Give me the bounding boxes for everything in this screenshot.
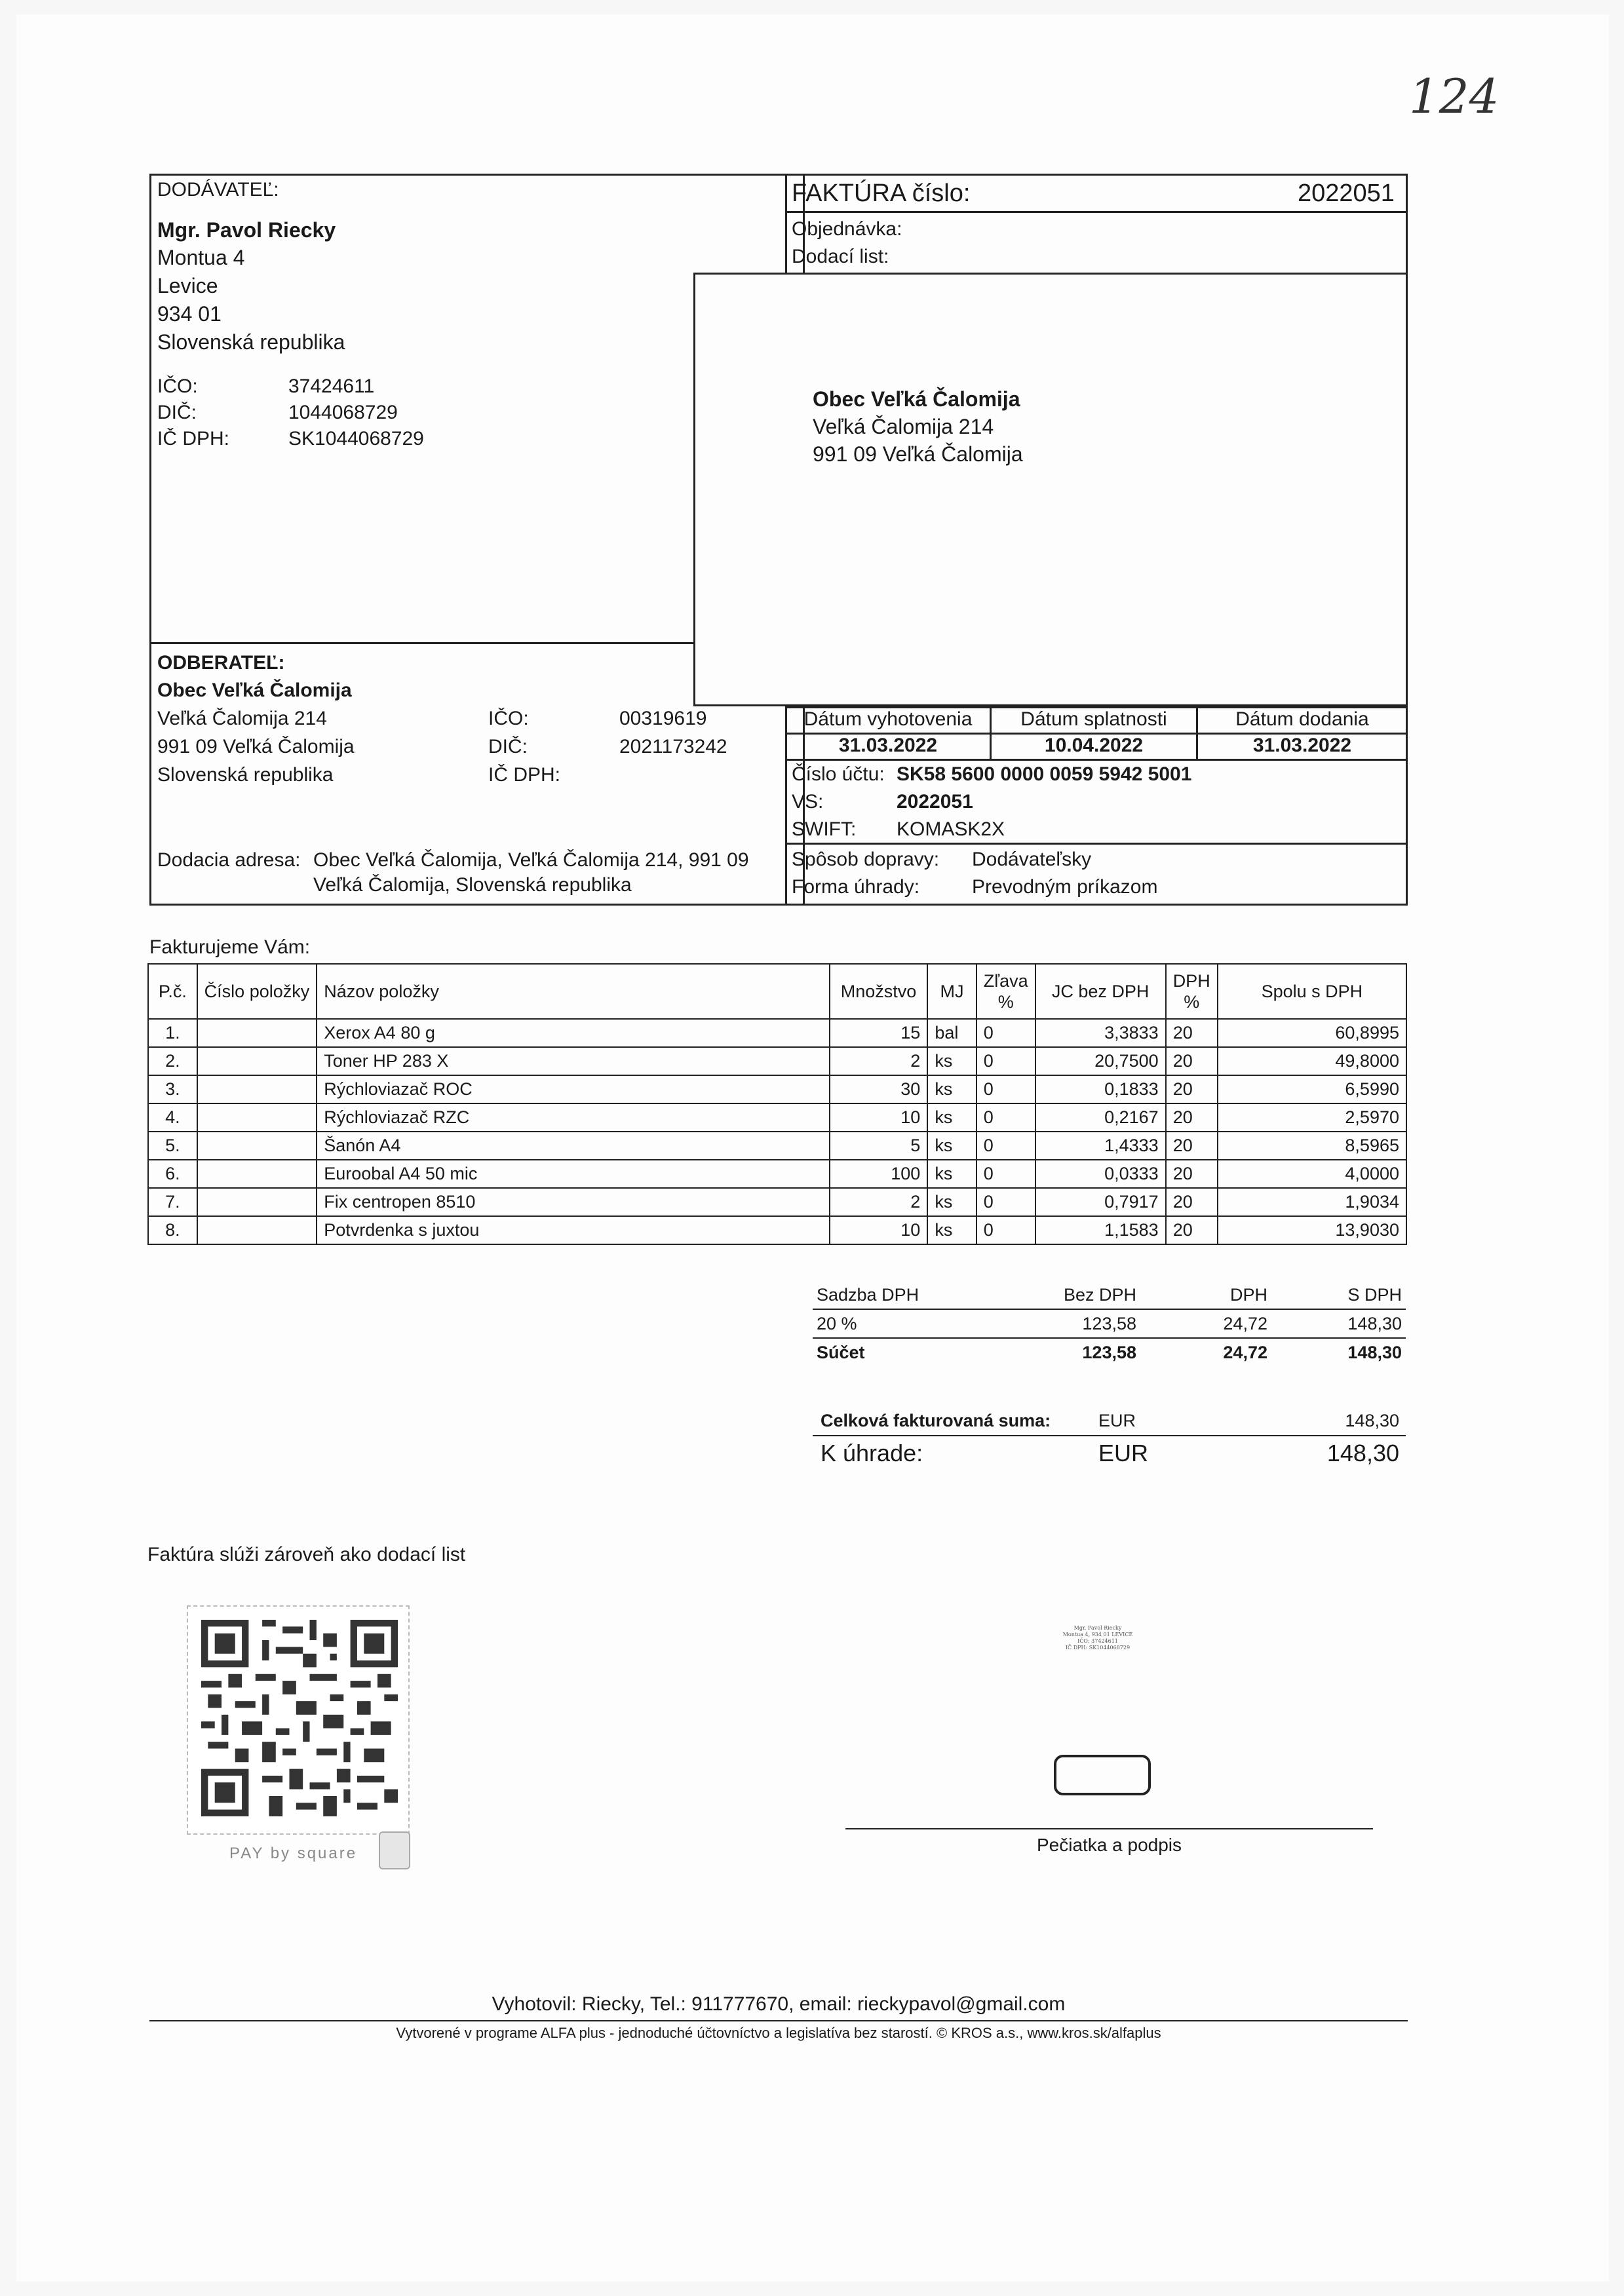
customer-street: Veľká Čalomija 214 xyxy=(157,708,327,729)
item-pc: 1. xyxy=(148,1019,197,1047)
issue-date: 31.03.2022 xyxy=(838,735,938,756)
signature-label: Pečiatka a podpis xyxy=(1036,1835,1182,1855)
item-qty: 2 xyxy=(830,1047,928,1075)
item-unit: ks xyxy=(927,1103,976,1132)
vat-base: 123,58 xyxy=(1082,1313,1136,1333)
due-currency: EUR xyxy=(1098,1440,1149,1466)
item-vat: 20 xyxy=(1166,1047,1218,1075)
col-total: Spolu s DPH xyxy=(1218,964,1406,1019)
account-label: Číslo účtu: xyxy=(792,763,885,785)
item-price: 1,4333 xyxy=(1035,1132,1166,1160)
col-discount xyxy=(976,964,1035,1019)
address-window xyxy=(693,273,1408,706)
item-vat: 20 xyxy=(1166,1132,1218,1160)
vat-total: 148,30 xyxy=(1347,1313,1402,1333)
item-total: 6,5990 xyxy=(1218,1075,1406,1103)
supplier-street: Montua 4 xyxy=(157,246,245,269)
item-unit: ks xyxy=(927,1075,976,1103)
item-code xyxy=(197,1075,317,1103)
table-row xyxy=(148,1216,1406,1244)
customer-divider xyxy=(149,642,695,644)
col-vat xyxy=(1166,964,1218,1019)
item-total: 60,8995 xyxy=(1218,1019,1406,1047)
item-total: 4,0000 xyxy=(1218,1160,1406,1188)
col-discount-top: Zľava xyxy=(983,971,1028,991)
col-vat-top: DPH xyxy=(1172,971,1210,991)
stamp-line-4: IČ DPH: SK1044068729 xyxy=(1065,1645,1131,1651)
item-qty: 10 xyxy=(830,1103,928,1132)
item-pc: 7. xyxy=(148,1188,197,1216)
total-label: Celková fakturovaná suma: xyxy=(821,1411,1051,1430)
vat-summary-table xyxy=(813,1281,1406,1366)
customer-dic-label: DIČ: xyxy=(488,736,528,757)
item-vat: 20 xyxy=(1166,1103,1218,1132)
footer-divider xyxy=(149,2020,1408,2021)
transport-value: Dodávateľsky xyxy=(972,849,1092,870)
vat-sum-vat: 24,72 xyxy=(1223,1342,1267,1362)
item-pc: 5. xyxy=(148,1132,197,1160)
col-discount-bottom: % xyxy=(997,992,1014,1012)
item-name: Rýchloviazač RZC xyxy=(317,1103,829,1132)
item-unit: ks xyxy=(927,1188,976,1216)
vat-sum-row xyxy=(813,1338,1406,1366)
item-price: 0,7917 xyxy=(1035,1188,1166,1216)
vat-col-vat: DPH xyxy=(1229,1284,1267,1305)
order-label: Objednávka: xyxy=(792,218,902,240)
signature-line xyxy=(845,1828,1373,1829)
total-currency: EUR xyxy=(1098,1411,1136,1430)
item-discount: 0 xyxy=(976,1216,1035,1244)
delivery-address-label: Dodacia adresa: xyxy=(157,849,301,871)
item-code xyxy=(197,1160,317,1188)
supplier-icdph: SK1044068729 xyxy=(288,428,424,450)
item-name: Euroobal A4 50 mic xyxy=(317,1160,829,1188)
transport-label: Spôsob dopravy: xyxy=(792,849,940,870)
item-pc: 6. xyxy=(148,1160,197,1188)
supplier-zip: 934 01 xyxy=(157,302,222,326)
item-total: 49,8000 xyxy=(1218,1047,1406,1075)
table-row xyxy=(148,1103,1406,1132)
item-pc: 8. xyxy=(148,1216,197,1244)
item-vat: 20 xyxy=(1166,1160,1218,1188)
item-total: 8,5965 xyxy=(1218,1132,1406,1160)
col-unit: MJ xyxy=(927,964,976,1019)
item-total: 2,5970 xyxy=(1218,1103,1406,1132)
customer-icdph-label: IČ DPH: xyxy=(488,764,561,786)
customer-city: 991 09 Veľká Čalomija xyxy=(157,736,355,757)
col-pc: P.č. xyxy=(148,964,197,1019)
recipient-city: 991 09 Veľká Čalomija xyxy=(813,442,1023,466)
vat-rate: 20 % xyxy=(817,1313,857,1333)
item-discount: 0 xyxy=(976,1132,1035,1160)
item-discount: 0 xyxy=(976,1188,1035,1216)
vat-sum-label: Súčet xyxy=(817,1342,865,1362)
item-vat: 20 xyxy=(1166,1075,1218,1103)
supplier-ico: 37424611 xyxy=(288,375,375,397)
delivery-note-label: Dodací list: xyxy=(792,246,889,267)
totals-divider xyxy=(813,1435,1406,1436)
item-code xyxy=(197,1103,317,1132)
table-row xyxy=(148,1188,1406,1216)
item-name: Rýchloviazač ROC xyxy=(317,1075,829,1103)
supplier-city: Levice xyxy=(157,274,218,297)
item-name: Xerox A4 80 g xyxy=(317,1019,829,1047)
vat-amount: 24,72 xyxy=(1223,1313,1267,1333)
item-pc: 2. xyxy=(148,1047,197,1075)
item-name: Potvrdenka s juxtou xyxy=(317,1216,829,1244)
issue-date-label: Dátum vyhotovenia xyxy=(803,708,973,730)
vat-row xyxy=(813,1309,1406,1338)
table-row xyxy=(148,1160,1406,1188)
col-price: JC bez DPH xyxy=(1035,964,1166,1019)
vat-col-base: Bez DPH xyxy=(1063,1284,1136,1305)
supplier-heading: DODÁVATEĽ: xyxy=(157,179,279,201)
delivery-date-label: Dátum dodania xyxy=(1235,708,1369,730)
customer-name: Obec Veľká Čalomija xyxy=(157,679,352,701)
vat-sum-total: 148,30 xyxy=(1347,1342,1402,1362)
item-price: 0,2167 xyxy=(1035,1103,1166,1132)
pay-by-square-logo xyxy=(379,1831,410,1869)
pay-by-square-qr xyxy=(187,1605,410,1835)
item-qty: 15 xyxy=(830,1019,928,1047)
item-qty: 100 xyxy=(830,1160,928,1188)
customer-ico: 00319619 xyxy=(619,708,707,729)
item-price: 3,3833 xyxy=(1035,1019,1166,1047)
software-credit: Vytvorené v programe ALFA plus - jednoduché účtovníctvo a legislatíva bez starostí. © KROS a.s., www.kros.sk/alfaplus xyxy=(396,2025,1161,2041)
item-discount: 0 xyxy=(976,1047,1035,1075)
qr-caption: PAY by square xyxy=(229,1845,358,1862)
payment-method-value: Prevodným príkazom xyxy=(972,876,1158,898)
invoice-title-divider xyxy=(785,211,1408,213)
item-name: Toner HP 283 X xyxy=(317,1047,829,1075)
items-table xyxy=(147,963,1407,1245)
swift-value: KOMASK2X xyxy=(897,818,1005,840)
qr-code-icon xyxy=(201,1620,398,1816)
recipient-name: Obec Veľká Čalomija xyxy=(813,387,1020,411)
items-intro: Fakturujeme Vám: xyxy=(149,936,311,958)
stamp-line-2: Montua 4, 934 01 LEVICE xyxy=(1062,1632,1133,1637)
invoice-number: 2022051 xyxy=(1298,180,1395,207)
vat-sum-base: 123,58 xyxy=(1082,1342,1136,1362)
supplier-name: Mgr. Pavol Riecky xyxy=(157,218,336,242)
col-name: Názov položky xyxy=(317,964,829,1019)
vat-header-row xyxy=(813,1281,1406,1309)
item-price: 20,7500 xyxy=(1035,1047,1166,1075)
item-name: Fix centropen 8510 xyxy=(317,1188,829,1216)
item-pc: 4. xyxy=(148,1103,197,1132)
item-discount: 0 xyxy=(976,1160,1035,1188)
item-discount: 0 xyxy=(976,1103,1035,1132)
account-number: SK58 5600 0000 0059 5942 5001 xyxy=(897,763,1192,785)
due-label: K úhrade: xyxy=(821,1440,923,1466)
customer-ico-label: IČO: xyxy=(488,708,529,729)
item-total: 13,9030 xyxy=(1218,1216,1406,1244)
item-code xyxy=(197,1047,317,1075)
item-discount: 0 xyxy=(976,1019,1035,1047)
recipient-street: Veľká Čalomija 214 xyxy=(813,415,994,438)
item-qty: 10 xyxy=(830,1216,928,1244)
col-code: Číslo položky xyxy=(197,964,317,1019)
item-discount: 0 xyxy=(976,1075,1035,1103)
col-qty: Množstvo xyxy=(830,964,928,1019)
item-unit: bal xyxy=(927,1019,976,1047)
vat-col-total: S DPH xyxy=(1347,1284,1402,1305)
item-pc: 3. xyxy=(148,1075,197,1103)
item-vat: 20 xyxy=(1166,1216,1218,1244)
supplier-dic-label: DIČ: xyxy=(157,402,197,423)
stamp-line-3: IČO: 37424611 xyxy=(1077,1638,1118,1644)
invoice-title: FAKTÚRA číslo: xyxy=(792,180,971,207)
item-unit: ks xyxy=(927,1047,976,1075)
items-header-row xyxy=(148,964,1406,1019)
supplier-country: Slovenská republika xyxy=(157,330,345,354)
total-value: 148,30 xyxy=(1345,1411,1399,1430)
table-row xyxy=(148,1019,1406,1047)
item-total: 1,9034 xyxy=(1218,1188,1406,1216)
delivery-address-line2: Veľká Čalomija, Slovenská republika xyxy=(313,874,632,896)
due-value: 148,30 xyxy=(1326,1440,1399,1466)
item-qty: 30 xyxy=(830,1075,928,1103)
table-row xyxy=(148,1047,1406,1075)
item-code xyxy=(197,1019,317,1047)
handwritten-page-mark: 124 xyxy=(1409,69,1499,124)
issued-by: Vyhotovil: Riecky, Tel.: 911777670, email: rieckypavol@gmail.com xyxy=(492,1993,1066,2015)
supplier-ico-label: IČO: xyxy=(157,375,198,397)
item-name: Šanón A4 xyxy=(317,1132,829,1160)
vat-col-rate: Sadzba DPH xyxy=(817,1284,919,1305)
item-vat: 20 xyxy=(1166,1188,1218,1216)
due-date-label: Dátum splatnosti xyxy=(1020,708,1167,730)
item-qty: 2 xyxy=(830,1188,928,1216)
due-date: 10.04.2022 xyxy=(1044,735,1144,756)
table-row xyxy=(148,1075,1406,1103)
table-row xyxy=(148,1132,1406,1160)
supplier-dic: 1044068729 xyxy=(288,402,398,423)
signature-mark xyxy=(1054,1755,1151,1795)
item-vat: 20 xyxy=(1166,1019,1218,1047)
swift-label: SWIFT: xyxy=(792,818,857,840)
item-qty: 5 xyxy=(830,1132,928,1160)
item-price: 0,1833 xyxy=(1035,1075,1166,1103)
customer-heading: ODBERATEĽ: xyxy=(157,652,285,674)
stamp-line-1: Mgr. Pavol Riecky xyxy=(1073,1625,1122,1631)
dates-divider-bottom xyxy=(785,759,1408,761)
payment-divider xyxy=(785,843,1408,845)
delivery-date: 31.03.2022 xyxy=(1252,735,1352,756)
customer-dic: 2021173242 xyxy=(619,736,727,757)
item-unit: ks xyxy=(927,1132,976,1160)
item-code xyxy=(197,1188,317,1216)
delivery-address-line1: Obec Veľká Čalomija, Veľká Čalomija 214, 991 09 xyxy=(313,849,749,871)
delivery-note-text: Faktúra slúži zároveň ako dodací list xyxy=(147,1544,466,1565)
payment-method-label: Forma úhrady: xyxy=(792,876,920,898)
item-unit: ks xyxy=(927,1160,976,1188)
customer-country: Slovenská republika xyxy=(157,764,334,786)
supplier-icdph-label: IČ DPH: xyxy=(157,428,230,450)
item-unit: ks xyxy=(927,1216,976,1244)
item-price: 0,0333 xyxy=(1035,1160,1166,1188)
vs-value: 2022051 xyxy=(897,791,973,813)
item-code xyxy=(197,1132,317,1160)
col-vat-bottom: % xyxy=(1184,992,1200,1012)
item-code xyxy=(197,1216,317,1244)
stamp xyxy=(1045,1625,1150,1651)
vs-label: VS: xyxy=(792,791,824,813)
item-price: 1,1583 xyxy=(1035,1216,1166,1244)
